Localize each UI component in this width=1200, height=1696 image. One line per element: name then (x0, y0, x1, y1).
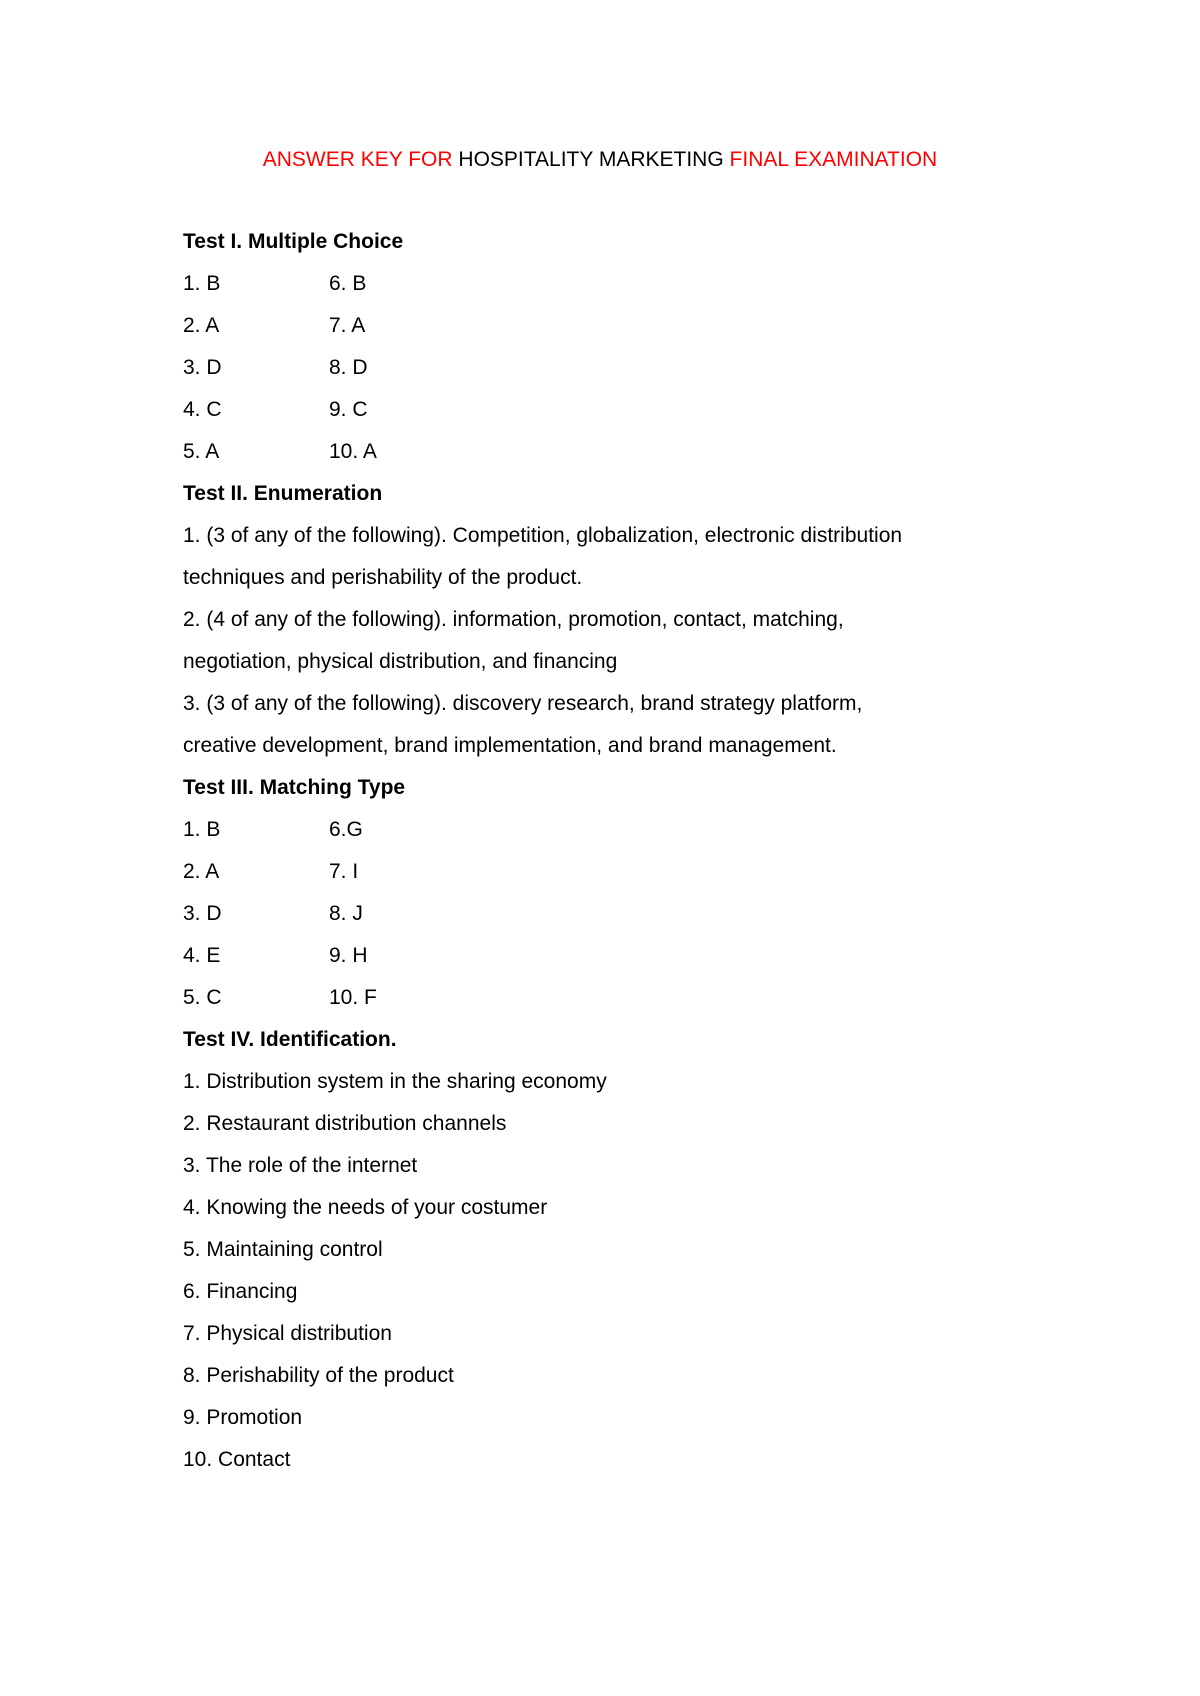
enumeration-item (183, 683, 1043, 767)
enumeration-item-line: 1. (3 of any of the following). Competition, globalization, electronic distribution (183, 524, 903, 547)
test3-answer: 4. E (183, 944, 221, 967)
identification-item: 1. Distribution system in the sharing economy (183, 1070, 607, 1093)
identification-item: 9. Promotion (183, 1406, 303, 1429)
test1-answer: 8. D (329, 356, 368, 379)
test3-answer: 6.G (329, 818, 363, 841)
test1-answer: 3. D (183, 356, 222, 379)
test1-answer: 4. C (183, 398, 222, 421)
identification-item: 10. Contact (183, 1448, 291, 1471)
test1-row (183, 305, 1043, 347)
test3-row (183, 893, 1043, 935)
enumeration-item (183, 515, 1043, 599)
test1-heading: Test I. Multiple Choice (183, 230, 404, 253)
test1-answer: 5. A (183, 440, 220, 463)
document-title (0, 146, 1200, 174)
identification-item: 2. Restaurant distribution channels (183, 1112, 507, 1135)
test1-answer: 7. A (329, 314, 366, 337)
test3-heading: Test III. Matching Type (183, 776, 406, 799)
test3-answer: 9. H (329, 944, 368, 967)
identification-item: 8. Perishability of the product (183, 1364, 454, 1387)
test1-row (183, 431, 1043, 473)
test1-answer: 6. B (329, 272, 367, 295)
test3-row (183, 977, 1043, 1019)
enumeration-item (183, 599, 1043, 683)
test1-row (183, 263, 1043, 305)
test3-row (183, 809, 1043, 851)
identification-item: 6. Financing (183, 1280, 298, 1303)
test1-answer: 1. B (183, 272, 221, 295)
title-part-answer-key: ANSWER KEY FOR (262, 148, 453, 171)
test1-row (183, 347, 1043, 389)
title-part-course: HOSPITALITY MARKETING (458, 148, 724, 171)
test3-answer: 2. A (183, 860, 220, 883)
test3-row (183, 851, 1043, 893)
identification-item: 7. Physical distribution (183, 1322, 392, 1345)
test1-row (183, 389, 1043, 431)
test3-row (183, 935, 1043, 977)
test1-answer: 9. C (329, 398, 368, 421)
identification-item: 3. The role of the internet (183, 1154, 418, 1177)
identification-item: 4. Knowing the needs of your costumer (183, 1196, 548, 1219)
enumeration-item-line: creative development, brand implementation, and brand management. (183, 734, 837, 757)
test1-answer: 2. A (183, 314, 220, 337)
enumeration-item-line: 2. (4 of any of the following). information, promotion, contact, matching, (183, 608, 844, 631)
identification-item: 5. Maintaining control (183, 1238, 383, 1261)
test1-answer: 10. A (329, 440, 377, 463)
answer-key-content (183, 221, 1043, 1481)
enumeration-item-line: negotiation, physical distribution, and financing (183, 650, 618, 673)
test4-heading: Test IV. Identification. (183, 1028, 397, 1051)
enumeration-item-line: 3. (3 of any of the following). discovery research, brand strategy platform, (183, 692, 863, 715)
test3-answer: 10. F (329, 986, 377, 1009)
title-part-exam: FINAL EXAMINATION (729, 148, 938, 171)
test3-answer: 1. B (183, 818, 221, 841)
test2-heading: Test II. Enumeration (183, 482, 383, 505)
enumeration-item-line: techniques and perishability of the product. (183, 566, 583, 589)
test3-answer: 7. I (329, 860, 359, 883)
test3-answer: 5. C (183, 986, 222, 1009)
test3-answer: 8. J (329, 902, 363, 925)
test3-answer: 3. D (183, 902, 222, 925)
